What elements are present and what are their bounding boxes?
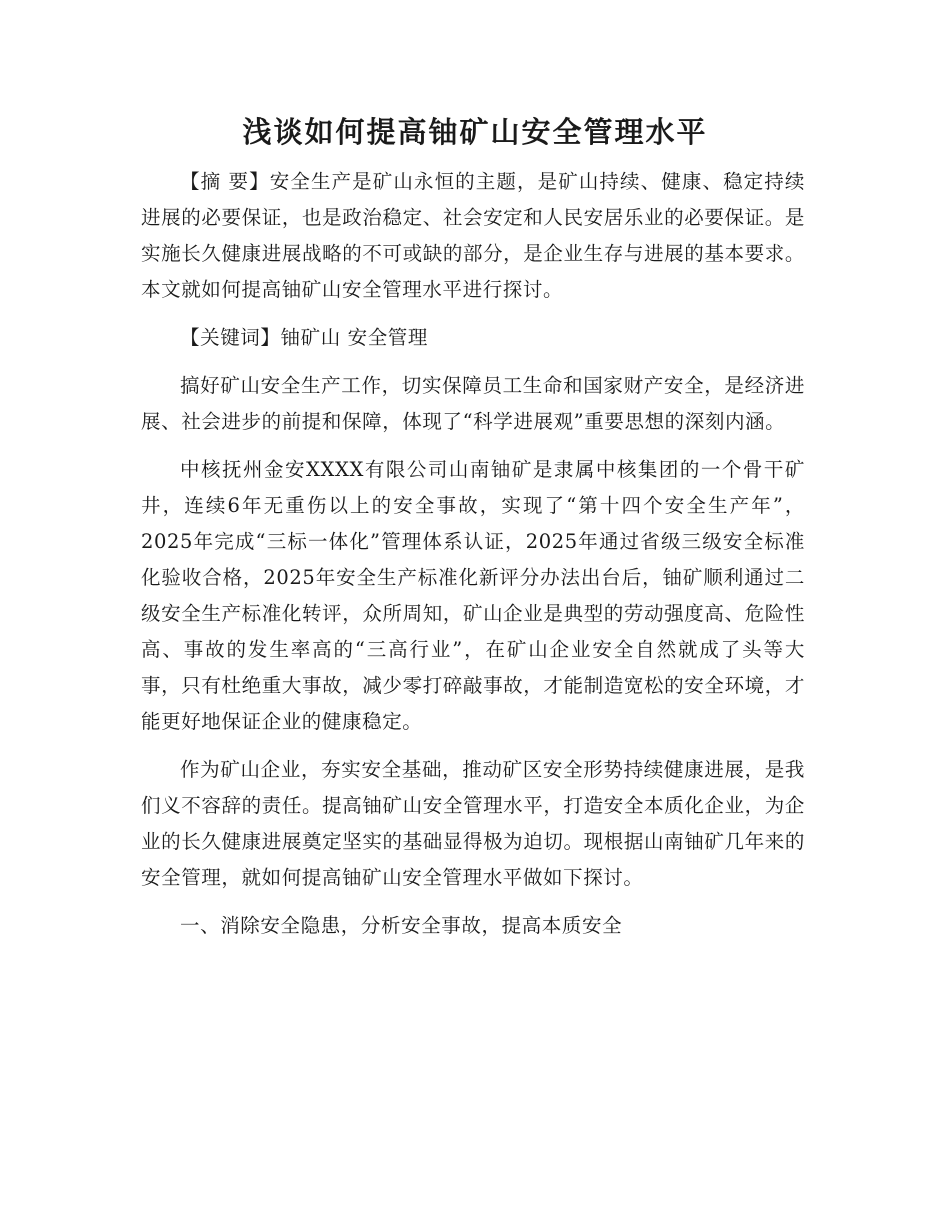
body-paragraph-1: 搞好矿山安全生产工作，切实保障员工生命和国家财产安全，是经济进展、社会进步的前提和保障，体现了“科学进展观”重要思想的深刻内涵。 bbox=[141, 374, 805, 433]
body-paragraph-3: 作为矿山企业，夯实安全基础，推动矿区安全形势持续健康进展，是我们义不容辞的责任。提高铀矿山安全管理水平，打造安全本质化企业，为企业的长久健康进展奠定坚实的基础显得极为迫切。现根据山南铀矿几年来的安全管理，就如何提高铀矿山安全管理水平做如下探讨。 bbox=[141, 758, 805, 889]
section-heading: 一、消除安全隐患，分析安全事故，提高本质安全 bbox=[180, 914, 623, 937]
body-paragraph-2: 中核抚州金安XXXX有限公司山南铀矿是隶属中核集团的一个骨干矿井，连续6年无重伤以上的安全事故，实现了“第十四个安全生产年”，2025年完成“三标一体化”管理体系认证，2025年通过省级三级安全标准化验收合格，2025年安全生产标准化新评分办法出台后，铀矿顺利通过二级安全生产标准化转评，众所周知，矿山企业是典型的劳动强度高、危险性高、事故的发生率高的“三高行业”，在矿山企业安全自然就成了头等大事，只有杜绝重大事故，减少零打碎敲事故，才能制造宽松的安全环境，才能更好地保证企业的健康稳定。 bbox=[141, 458, 805, 733]
document-body bbox=[141, 164, 805, 944]
abstract-paragraph: 【摘 要】安全生产是矿山永恒的主题，是矿山持续、健康、稳定持续进展的必要保证，也是政治稳定、社会安定和人民安居乐业的必要保证。是实施长久健康进展战略的不可或缺的部分，是企业生存与进展的基本要求。本文就如何提高铀矿山安全管理水平进行探讨。 bbox=[141, 170, 805, 301]
keywords-paragraph: 【关键词】铀矿山 安全管理 bbox=[180, 326, 428, 349]
document-title: 浅谈如何提高铀矿山安全管理水平 bbox=[242, 115, 708, 149]
